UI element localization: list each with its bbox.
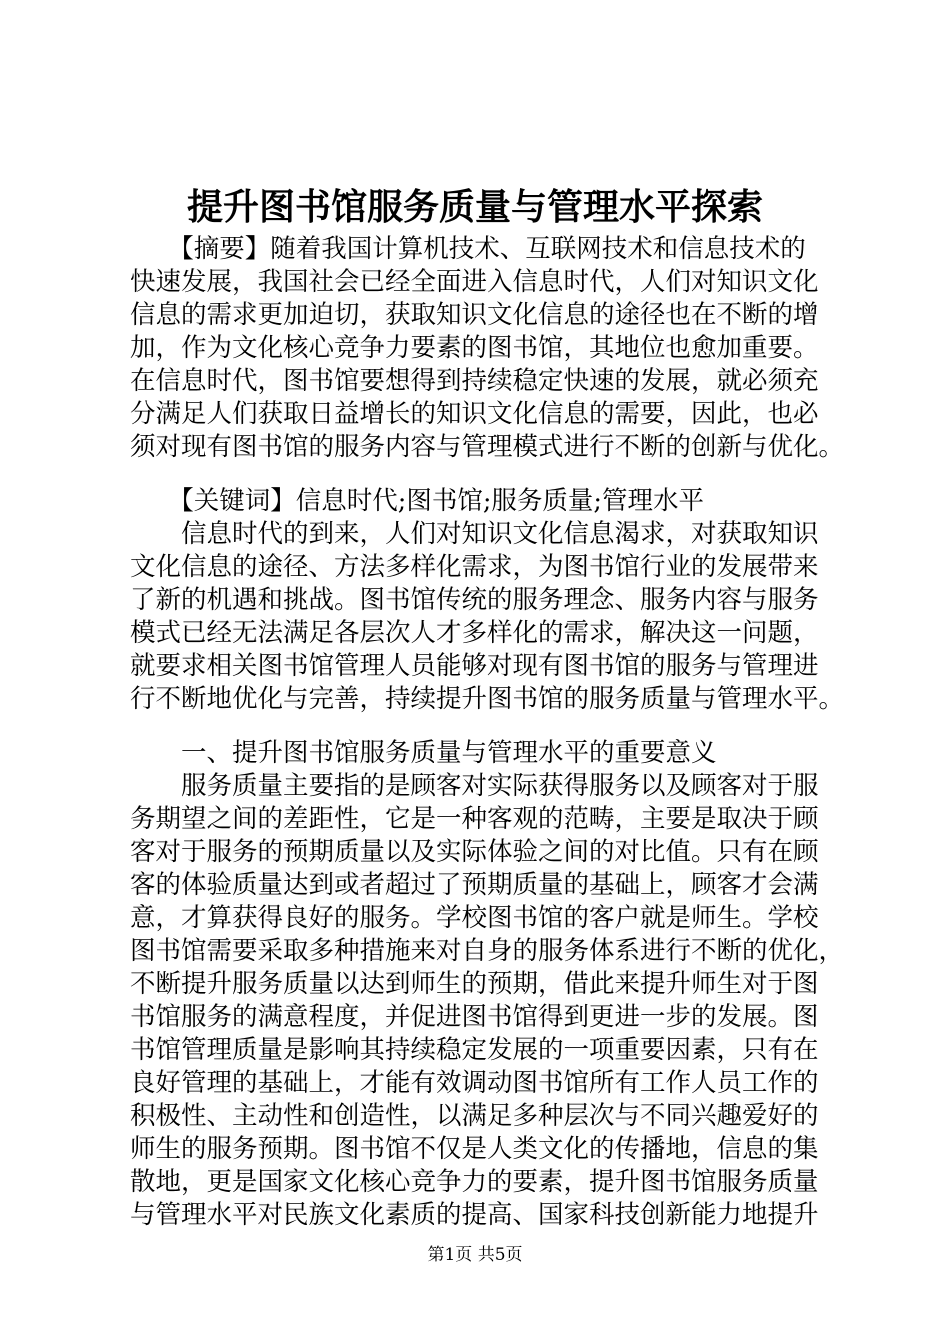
text-line: 就要求相关图书馆管理人员能够对现有图书馆的服务与管理进 <box>130 651 819 681</box>
document-title: 提升图书馆服务质量与管理水平探索 <box>186 186 763 228</box>
text-line: 散地，更是国家文化核心竞争力的要素，提升图书馆服务质量 <box>130 1167 819 1197</box>
text-line: 客的体验质量达到或者超过了预期质量的基础上，顾客才会满 <box>130 870 819 900</box>
text-line: 加，作为文化核心竞争力要素的图书馆，其地位也愈加重要。 <box>130 333 819 363</box>
text-line: 不断提升服务质量以达到师生的预期，借此来提升师生对于图 <box>130 969 819 999</box>
text-line: 分满足人们获取日益增长的知识文化信息的需要，因此，也必 <box>130 399 819 429</box>
text-line: 【摘要】随着我国计算机技术、互联网技术和信息技术的 <box>130 234 806 264</box>
text-line: 快速发展，我国社会已经全面进入信息时代，人们对知识文化 <box>130 267 819 297</box>
section-heading: 一、提升图书馆服务质量与管理水平的重要意义 <box>130 738 717 768</box>
text-line: 客对于服务的预期质量以及实际体验之间的对比值。只有在顾 <box>130 837 819 867</box>
text-line: 师生的服务预期。图书馆不仅是人类文化的传播地，信息的集 <box>130 1134 819 1164</box>
text-line: 文化信息的途径、方法多样化需求，为图书馆行业的发展带来 <box>130 552 819 582</box>
text-line: 了新的机遇和挑战。图书馆传统的服务理念、服务内容与服务 <box>130 585 819 615</box>
text-line: 须对现有图书馆的服务内容与管理模式进行不断的创新与优化。 <box>130 432 845 462</box>
text-line: 模式已经无法满足各层次人才多样化的需求，解决这一问题， <box>130 618 819 648</box>
text-line: 行不断地优化与完善，持续提升图书馆的服务质量与管理水平。 <box>130 684 845 714</box>
text-line: 书馆管理质量是影响其持续稳定发展的一项重要因素，只有在 <box>130 1035 819 1065</box>
keywords-line: 【关键词】信息时代;图书馆;服务质量;管理水平 <box>130 486 705 516</box>
text-line: 意，才算获得良好的服务。学校图书馆的客户就是师生。学校 <box>130 903 819 933</box>
text-line: 积极性、主动性和创造性，以满足多种层次与不同兴趣爱好的 <box>130 1101 819 1131</box>
text-line: 信息时代的到来，人们对知识文化信息渴求，对获取知识 <box>130 519 819 549</box>
text-line: 良好管理的基础上，才能有效调动图书馆所有工作人员工作的 <box>130 1068 819 1098</box>
text-line: 与管理水平对民族文化素质的提高、国家科技创新能力地提升 <box>130 1200 819 1230</box>
text-line: 书馆服务的满意程度，并促进图书馆得到更进一步的发展。图 <box>130 1002 819 1032</box>
text-line: 务期望之间的差距性，它是一种客观的范畴，主要是取决于顾 <box>130 804 819 834</box>
page-footer: 第1页 共5页 <box>427 1245 523 1265</box>
text-line: 在信息时代，图书馆要想得到持续稳定快速的发展，就必须充 <box>130 366 819 396</box>
text-line: 服务质量主要指的是顾客对实际获得服务以及顾客对于服 <box>130 771 819 801</box>
text-line: 信息的需求更加迫切，获取知识文化信息的途径也在不断的增 <box>130 300 819 330</box>
text-line: 图书馆需要采取多种措施来对自身的服务体系进行不断的优化， <box>130 936 845 966</box>
